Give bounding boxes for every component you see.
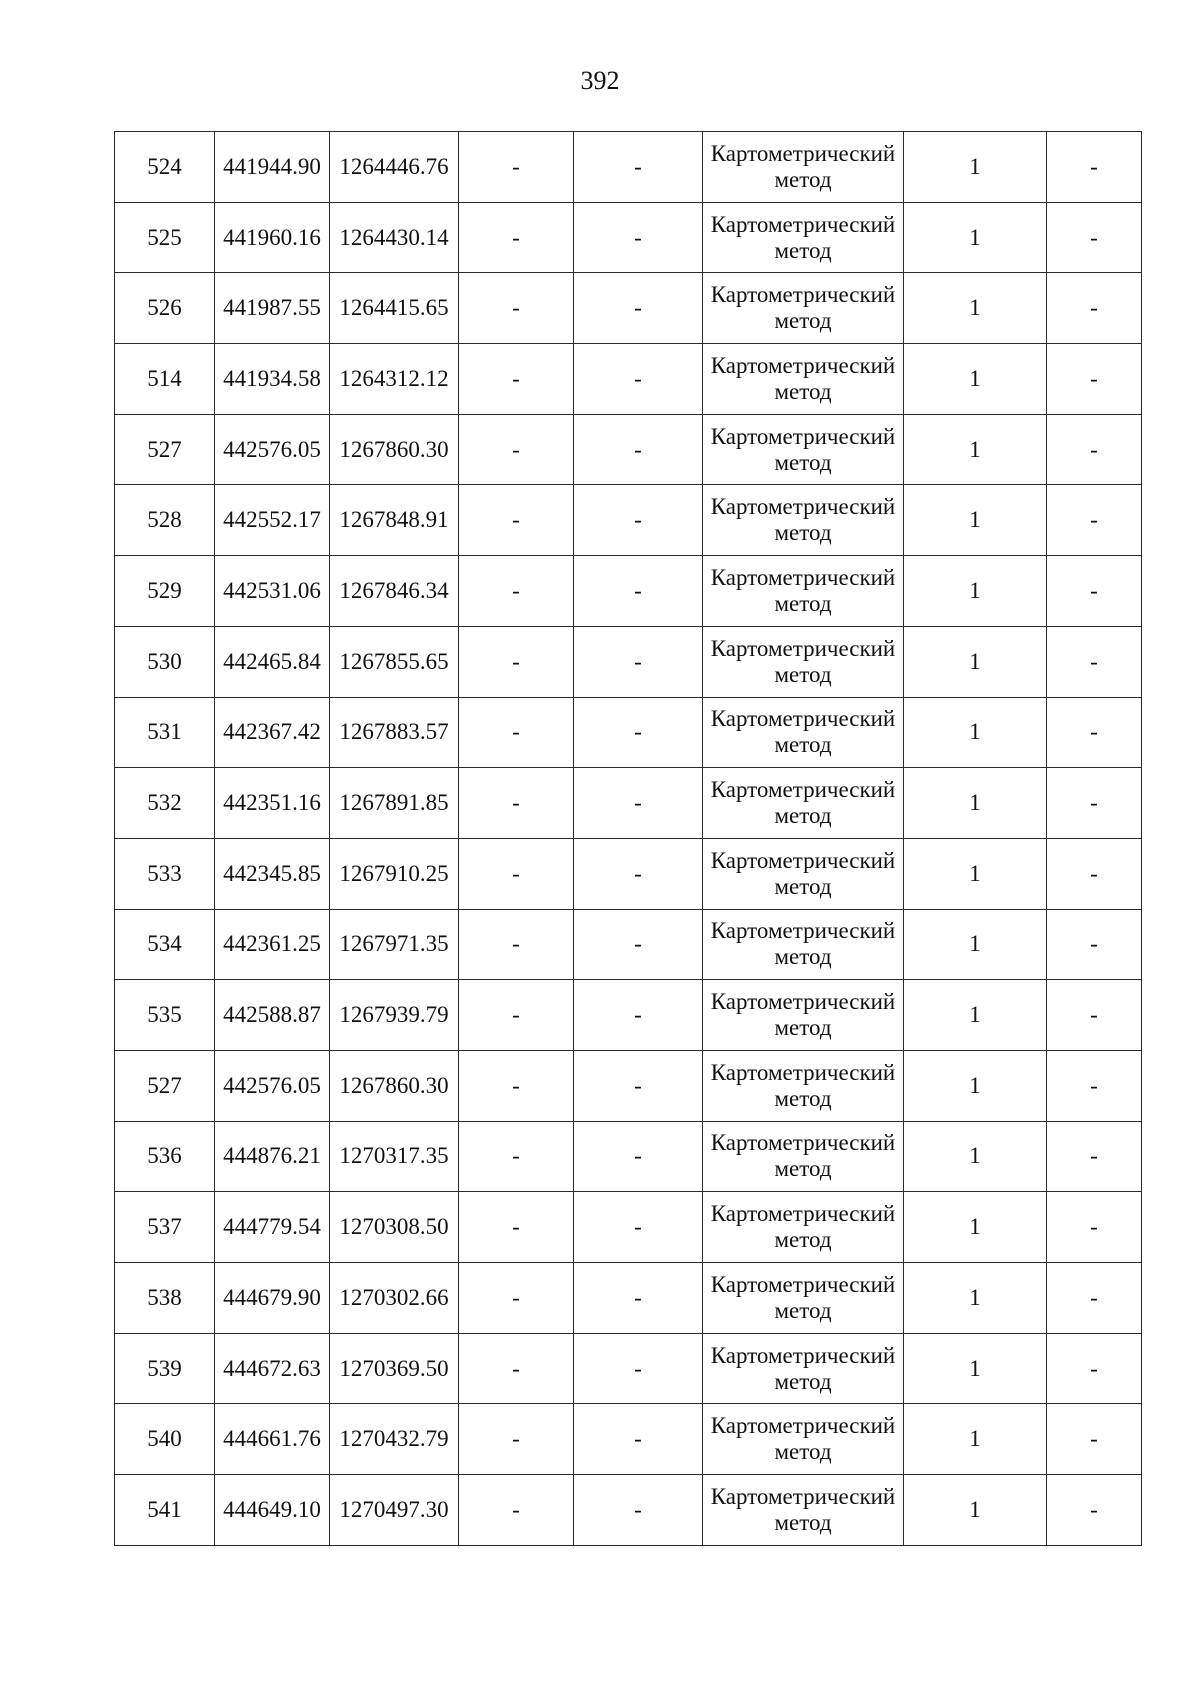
- method-cell: [703, 485, 904, 556]
- table-row: [115, 202, 1142, 273]
- accuracy-cell: 1: [904, 626, 1047, 697]
- method-line-2: метод: [774, 378, 832, 404]
- method-line-1: Картометрический: [710, 1130, 896, 1156]
- table-row: [115, 1404, 1142, 1475]
- accuracy-cell: 1: [904, 1404, 1047, 1475]
- column-8-cell: -: [1047, 414, 1142, 485]
- y-coordinate-cell: 1267891.85: [330, 768, 459, 839]
- column-4-cell: -: [459, 909, 574, 980]
- column-4-cell: -: [459, 1050, 574, 1121]
- column-8-cell: -: [1047, 1050, 1142, 1121]
- point-number-cell: 530: [115, 626, 215, 697]
- accuracy-cell: 1: [904, 909, 1047, 980]
- point-number-cell: 541: [115, 1475, 215, 1546]
- column-8-cell: -: [1047, 768, 1142, 839]
- column-5-cell: -: [574, 980, 703, 1051]
- column-4-cell: -: [459, 132, 574, 203]
- table-row: [115, 1121, 1142, 1192]
- x-coordinate-cell: 442588.87: [215, 980, 330, 1051]
- method-line-1: Картометрический: [710, 564, 896, 590]
- y-coordinate-cell: 1267910.25: [330, 838, 459, 909]
- method-line-2: метод: [774, 732, 832, 758]
- method-cell: [703, 414, 904, 485]
- table-row: [115, 1263, 1142, 1334]
- x-coordinate-cell: 441960.16: [215, 202, 330, 273]
- accuracy-cell: 1: [904, 980, 1047, 1051]
- method-line-1: Картометрический: [710, 1201, 896, 1227]
- column-5-cell: -: [574, 697, 703, 768]
- method-cell: [703, 838, 904, 909]
- x-coordinate-cell: 442552.17: [215, 485, 330, 556]
- x-coordinate-cell: 442367.42: [215, 697, 330, 768]
- table-row: [115, 980, 1142, 1051]
- column-8-cell: -: [1047, 273, 1142, 344]
- method-line-2: метод: [774, 803, 832, 829]
- method-line-2: метод: [774, 1227, 832, 1253]
- y-coordinate-cell: 1267855.65: [330, 626, 459, 697]
- column-5-cell: -: [574, 556, 703, 627]
- column-5-cell: -: [574, 1404, 703, 1475]
- method-cell: [703, 1263, 904, 1334]
- method-line-1: Картометрический: [710, 211, 896, 237]
- method-cell: [703, 768, 904, 839]
- column-5-cell: -: [574, 909, 703, 980]
- method-line-2: метод: [774, 1368, 832, 1394]
- table-row: [115, 414, 1142, 485]
- table-row: [115, 1192, 1142, 1263]
- x-coordinate-cell: 444876.21: [215, 1121, 330, 1192]
- table-row: [115, 132, 1142, 203]
- point-number-cell: 531: [115, 697, 215, 768]
- method-cell: [703, 1404, 904, 1475]
- column-8-cell: -: [1047, 1263, 1142, 1334]
- table-row: [115, 485, 1142, 556]
- x-coordinate-cell: 441987.55: [215, 273, 330, 344]
- method-line-1: Картометрический: [710, 1483, 896, 1509]
- method-line-2: метод: [774, 1015, 832, 1041]
- accuracy-cell: 1: [904, 838, 1047, 909]
- table-body: [115, 132, 1142, 1546]
- accuracy-cell: 1: [904, 273, 1047, 344]
- y-coordinate-cell: 1267846.34: [330, 556, 459, 627]
- column-5-cell: -: [574, 626, 703, 697]
- accuracy-cell: 1: [904, 1050, 1047, 1121]
- column-8-cell: -: [1047, 909, 1142, 980]
- point-number-cell: 525: [115, 202, 215, 273]
- method-line-2: метод: [774, 661, 832, 687]
- column-8-cell: -: [1047, 626, 1142, 697]
- x-coordinate-cell: 444661.76: [215, 1404, 330, 1475]
- accuracy-cell: 1: [904, 1333, 1047, 1404]
- column-4-cell: -: [459, 556, 574, 627]
- point-number-cell: 527: [115, 1050, 215, 1121]
- column-5-cell: -: [574, 1475, 703, 1546]
- method-cell: [703, 202, 904, 273]
- column-4-cell: -: [459, 980, 574, 1051]
- column-5-cell: -: [574, 1192, 703, 1263]
- method-line-1: Картометрический: [710, 1059, 896, 1085]
- method-line-2: метод: [774, 590, 832, 616]
- method-line-1: Картометрический: [710, 423, 896, 449]
- table-row: [115, 1333, 1142, 1404]
- column-8-cell: -: [1047, 980, 1142, 1051]
- method-cell: [703, 1050, 904, 1121]
- column-5-cell: -: [574, 485, 703, 556]
- point-number-cell: 539: [115, 1333, 215, 1404]
- column-5-cell: -: [574, 1050, 703, 1121]
- y-coordinate-cell: 1270302.66: [330, 1263, 459, 1334]
- x-coordinate-cell: 442576.05: [215, 414, 330, 485]
- point-number-cell: 514: [115, 344, 215, 415]
- method-line-1: Картометрический: [710, 282, 896, 308]
- method-cell: [703, 1192, 904, 1263]
- y-coordinate-cell: 1267848.91: [330, 485, 459, 556]
- method-line-2: метод: [774, 449, 832, 475]
- point-number-cell: 535: [115, 980, 215, 1051]
- column-5-cell: -: [574, 1333, 703, 1404]
- table-row: [115, 273, 1142, 344]
- method-line-1: Картометрический: [710, 777, 896, 803]
- table-row: [115, 626, 1142, 697]
- method-line-1: Картометрический: [710, 1342, 896, 1368]
- y-coordinate-cell: 1264446.76: [330, 132, 459, 203]
- method-line-1: Картометрический: [710, 706, 896, 732]
- column-4-cell: -: [459, 1121, 574, 1192]
- method-line-2: метод: [774, 237, 832, 263]
- column-4-cell: -: [459, 1475, 574, 1546]
- x-coordinate-cell: 442576.05: [215, 1050, 330, 1121]
- method-line-1: Картометрический: [710, 1413, 896, 1439]
- method-line-2: метод: [774, 1439, 832, 1465]
- column-8-cell: -: [1047, 1192, 1142, 1263]
- column-4-cell: -: [459, 1404, 574, 1475]
- column-5-cell: -: [574, 202, 703, 273]
- table-row: [115, 344, 1142, 415]
- y-coordinate-cell: 1270317.35: [330, 1121, 459, 1192]
- column-4-cell: -: [459, 485, 574, 556]
- column-5-cell: -: [574, 132, 703, 203]
- table-row: [115, 838, 1142, 909]
- y-coordinate-cell: 1264312.12: [330, 344, 459, 415]
- column-4-cell: -: [459, 697, 574, 768]
- method-cell: [703, 697, 904, 768]
- point-number-cell: 532: [115, 768, 215, 839]
- column-8-cell: -: [1047, 132, 1142, 203]
- method-line-2: метод: [774, 1085, 832, 1111]
- accuracy-cell: 1: [904, 132, 1047, 203]
- point-number-cell: 536: [115, 1121, 215, 1192]
- column-4-cell: -: [459, 1333, 574, 1404]
- y-coordinate-cell: 1264430.14: [330, 202, 459, 273]
- point-number-cell: 540: [115, 1404, 215, 1475]
- accuracy-cell: 1: [904, 1263, 1047, 1334]
- column-5-cell: -: [574, 273, 703, 344]
- y-coordinate-cell: 1267860.30: [330, 1050, 459, 1121]
- column-4-cell: -: [459, 414, 574, 485]
- x-coordinate-cell: 444679.90: [215, 1263, 330, 1334]
- x-coordinate-cell: 442345.85: [215, 838, 330, 909]
- x-coordinate-cell: 441944.90: [215, 132, 330, 203]
- column-5-cell: -: [574, 1121, 703, 1192]
- column-8-cell: -: [1047, 556, 1142, 627]
- point-number-cell: 529: [115, 556, 215, 627]
- method-cell: [703, 626, 904, 697]
- table-row: [115, 768, 1142, 839]
- accuracy-cell: 1: [904, 202, 1047, 273]
- accuracy-cell: 1: [904, 1192, 1047, 1263]
- method-cell: [703, 132, 904, 203]
- method-line-1: Картометрический: [710, 918, 896, 944]
- column-8-cell: -: [1047, 1121, 1142, 1192]
- accuracy-cell: 1: [904, 768, 1047, 839]
- column-8-cell: -: [1047, 697, 1142, 768]
- coordinates-table: [114, 131, 1142, 1546]
- column-4-cell: -: [459, 202, 574, 273]
- column-8-cell: -: [1047, 1404, 1142, 1475]
- y-coordinate-cell: 1267860.30: [330, 414, 459, 485]
- table-row: [115, 909, 1142, 980]
- table-row: [115, 1475, 1142, 1546]
- column-8-cell: -: [1047, 1333, 1142, 1404]
- x-coordinate-cell: 444649.10: [215, 1475, 330, 1546]
- x-coordinate-cell: 444779.54: [215, 1192, 330, 1263]
- accuracy-cell: 1: [904, 485, 1047, 556]
- point-number-cell: 534: [115, 909, 215, 980]
- y-coordinate-cell: 1267883.57: [330, 697, 459, 768]
- column-4-cell: -: [459, 1263, 574, 1334]
- accuracy-cell: 1: [904, 1121, 1047, 1192]
- x-coordinate-cell: 442351.16: [215, 768, 330, 839]
- column-5-cell: -: [574, 344, 703, 415]
- method-cell: [703, 273, 904, 344]
- column-4-cell: -: [459, 273, 574, 344]
- y-coordinate-cell: 1270497.30: [330, 1475, 459, 1546]
- table-row: [115, 556, 1142, 627]
- accuracy-cell: 1: [904, 1475, 1047, 1546]
- method-line-1: Картометрический: [710, 352, 896, 378]
- column-4-cell: -: [459, 626, 574, 697]
- accuracy-cell: 1: [904, 414, 1047, 485]
- column-8-cell: -: [1047, 344, 1142, 415]
- point-number-cell: 526: [115, 273, 215, 344]
- method-line-2: метод: [774, 1297, 832, 1323]
- table-row: [115, 1050, 1142, 1121]
- method-cell: [703, 556, 904, 627]
- point-number-cell: 527: [115, 414, 215, 485]
- column-5-cell: -: [574, 838, 703, 909]
- method-line-1: Картометрический: [710, 140, 896, 166]
- y-coordinate-cell: 1270369.50: [330, 1333, 459, 1404]
- method-line-2: метод: [774, 308, 832, 334]
- column-8-cell: -: [1047, 202, 1142, 273]
- accuracy-cell: 1: [904, 556, 1047, 627]
- point-number-cell: 537: [115, 1192, 215, 1263]
- column-4-cell: -: [459, 1192, 574, 1263]
- method-line-2: метод: [774, 1156, 832, 1182]
- y-coordinate-cell: 1267939.79: [330, 980, 459, 1051]
- column-5-cell: -: [574, 414, 703, 485]
- method-cell: [703, 344, 904, 415]
- table-row: [115, 697, 1142, 768]
- method-line-1: Картометрический: [710, 989, 896, 1015]
- column-8-cell: -: [1047, 838, 1142, 909]
- page-number: 392: [580, 66, 620, 95]
- method-cell: [703, 1333, 904, 1404]
- column-5-cell: -: [574, 768, 703, 839]
- method-line-1: Картометрический: [710, 1271, 896, 1297]
- column-4-cell: -: [459, 768, 574, 839]
- point-number-cell: 538: [115, 1263, 215, 1334]
- column-8-cell: -: [1047, 1475, 1142, 1546]
- x-coordinate-cell: 442531.06: [215, 556, 330, 627]
- y-coordinate-cell: 1267971.35: [330, 909, 459, 980]
- method-cell: [703, 1475, 904, 1546]
- method-line-2: метод: [774, 944, 832, 970]
- method-cell: [703, 980, 904, 1051]
- column-5-cell: -: [574, 1263, 703, 1334]
- method-cell: [703, 1121, 904, 1192]
- method-line-2: метод: [774, 873, 832, 899]
- y-coordinate-cell: 1264415.65: [330, 273, 459, 344]
- column-8-cell: -: [1047, 485, 1142, 556]
- y-coordinate-cell: 1270308.50: [330, 1192, 459, 1263]
- y-coordinate-cell: 1270432.79: [330, 1404, 459, 1475]
- accuracy-cell: 1: [904, 344, 1047, 415]
- method-line-2: метод: [774, 166, 832, 192]
- point-number-cell: 528: [115, 485, 215, 556]
- method-line-1: Картометрический: [710, 847, 896, 873]
- x-coordinate-cell: 442361.25: [215, 909, 330, 980]
- method-line-1: Картометрический: [710, 494, 896, 520]
- method-line-2: метод: [774, 520, 832, 546]
- column-4-cell: -: [459, 838, 574, 909]
- point-number-cell: 524: [115, 132, 215, 203]
- accuracy-cell: 1: [904, 697, 1047, 768]
- method-line-1: Картометрический: [710, 635, 896, 661]
- method-cell: [703, 909, 904, 980]
- x-coordinate-cell: 441934.58: [215, 344, 330, 415]
- point-number-cell: 533: [115, 838, 215, 909]
- method-line-2: метод: [774, 1509, 832, 1535]
- x-coordinate-cell: 444672.63: [215, 1333, 330, 1404]
- x-coordinate-cell: 442465.84: [215, 626, 330, 697]
- column-4-cell: -: [459, 344, 574, 415]
